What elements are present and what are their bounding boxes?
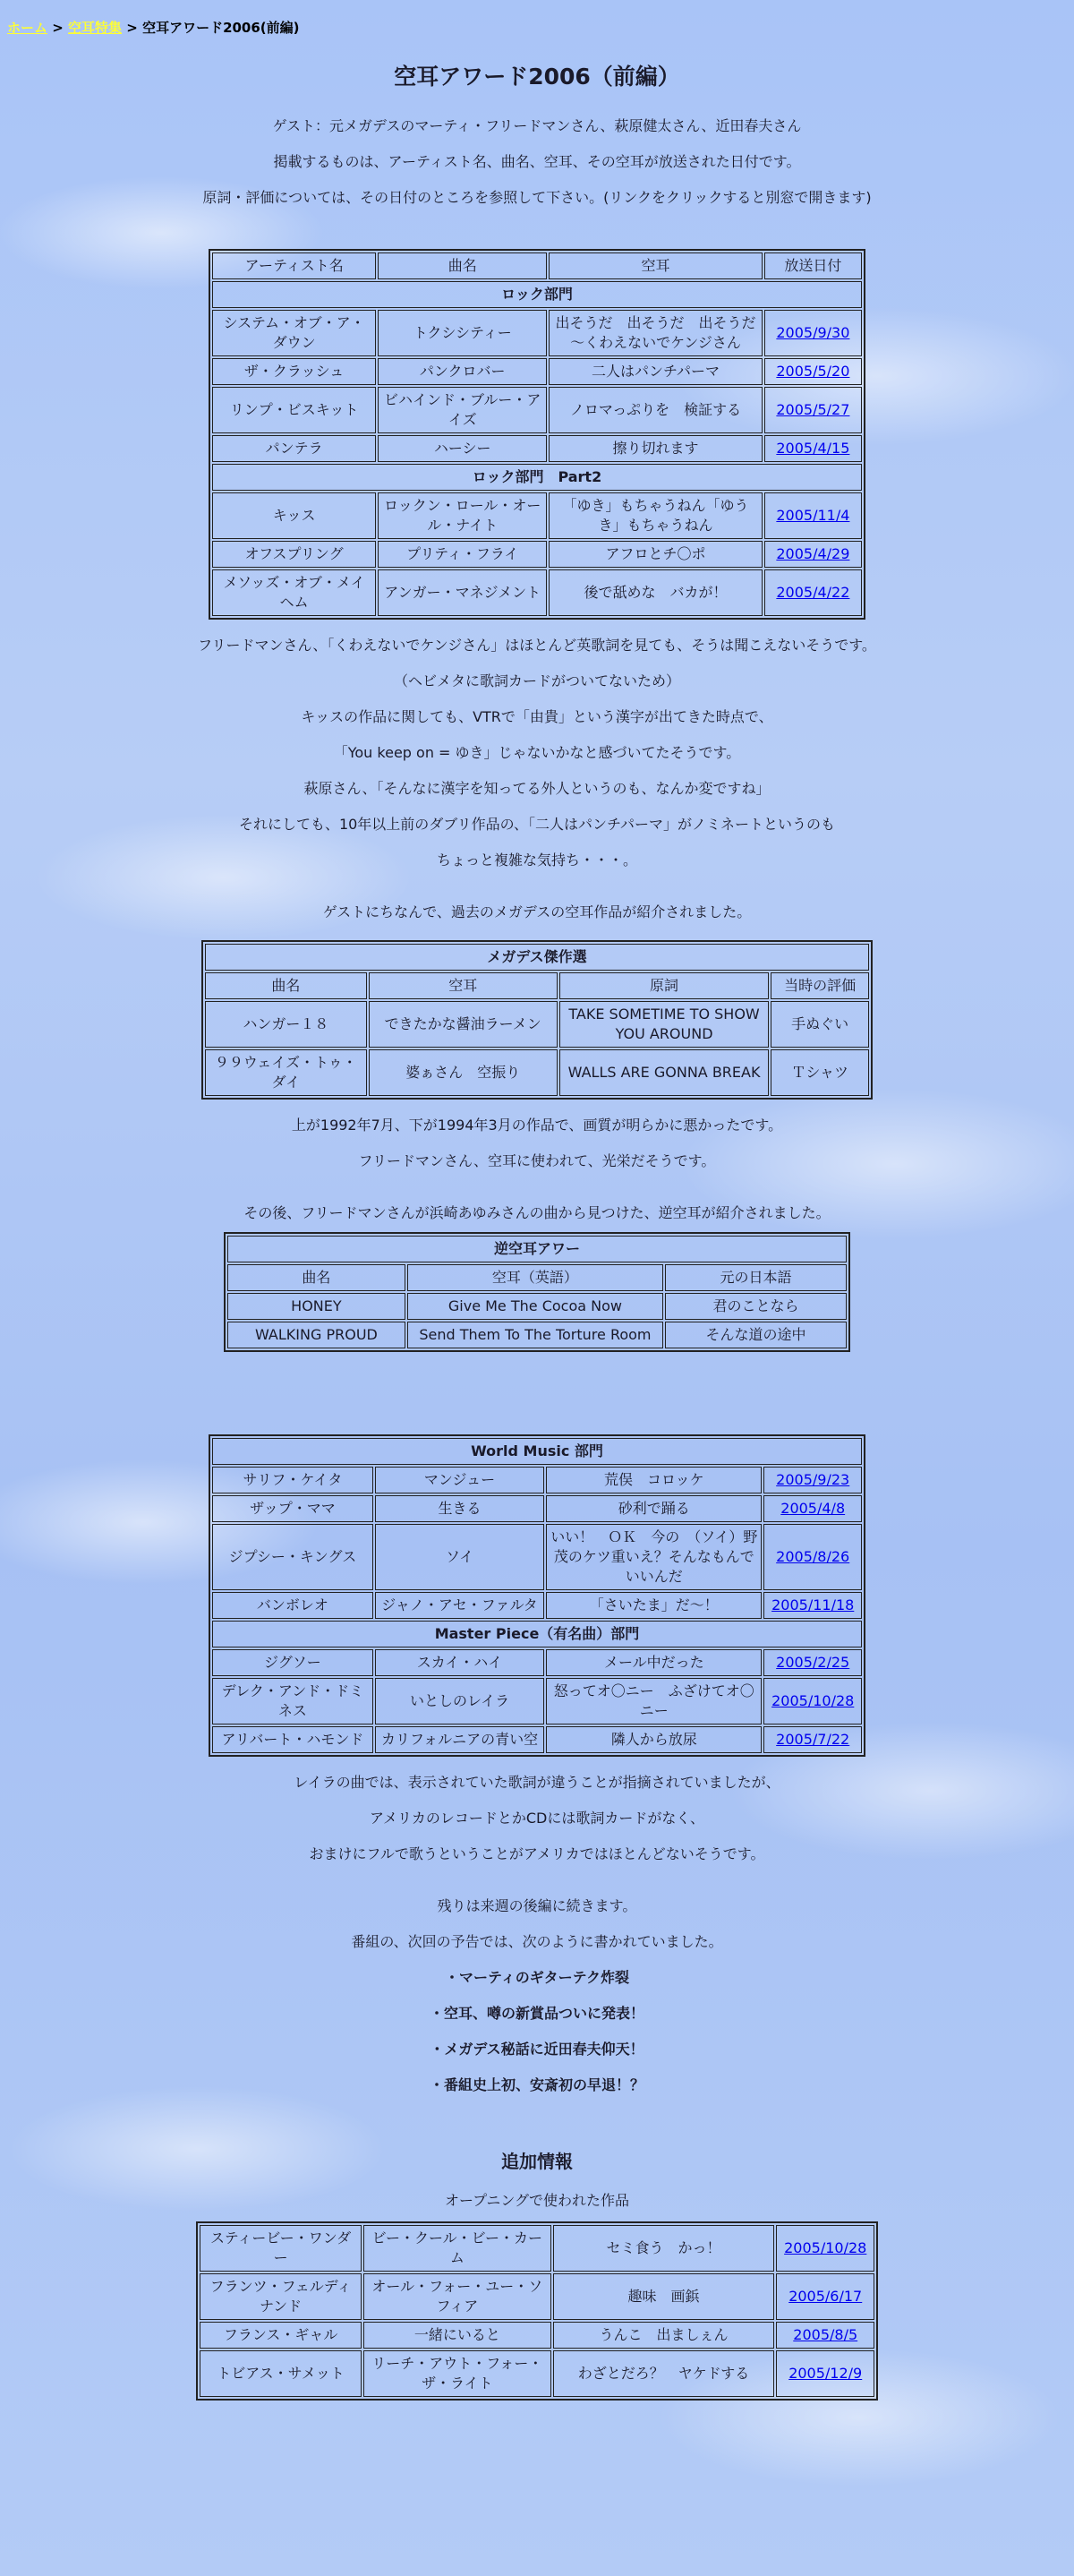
table-cell: オール・フォー・ユー・ソフィア xyxy=(363,2273,550,2320)
table-cell: いい！ ＯＫ 今の （ソイ）野茂のケツ重いえ？そんなもんでいいんだ xyxy=(546,1524,762,1590)
table-cell: HONEY xyxy=(227,1293,405,1320)
table-row xyxy=(212,569,862,616)
table-cell: ザップ・ママ xyxy=(212,1495,373,1522)
table-cell xyxy=(776,2350,874,2397)
column-header: 曲名 xyxy=(205,972,367,999)
comment-line: ちょっと複雑な気持ち・・・。 xyxy=(436,852,637,869)
comment-line: 残りは来週の後編に続きます。 xyxy=(437,1897,637,1914)
table-row xyxy=(212,541,862,568)
table-cell: WALLS ARE GONNA BREAK xyxy=(559,1049,770,1096)
table-cell: 「さいたま」だ～！ xyxy=(546,1592,762,1619)
table-cell: 怒ってオ〇ニー ふざけてオ〇ニー xyxy=(546,1678,762,1724)
table-cell: 「ゆき」もちゃうねん「ゆうき」もちゃうねん xyxy=(549,492,763,539)
broadcast-date-link[interactable]: 2005/12/9 xyxy=(788,2365,863,2382)
table-cell xyxy=(764,435,862,462)
table-cell: 後で舐めな バカが！ xyxy=(549,569,763,616)
table-cell: 二人はパンチパーマ xyxy=(549,358,763,385)
table-cell: キッス xyxy=(212,492,376,539)
table-cell: 擦り切れます xyxy=(549,435,763,462)
table-cell: ジグソー xyxy=(212,1649,373,1676)
section-title: メガデス傑作選 xyxy=(205,944,869,971)
table-cell: カリフォルニアの青い空 xyxy=(375,1726,544,1753)
table-cell: Give Me The Cocoa Now xyxy=(407,1293,663,1320)
comment-line: レイラの曲では、表示されていた歌詞が違うことが指摘されていましたが、 xyxy=(294,1774,780,1791)
table-cell: サリフ・ケイタ xyxy=(212,1467,373,1493)
table-cell: ソイ xyxy=(375,1524,544,1590)
table-row xyxy=(205,1049,869,1096)
section-row xyxy=(212,1621,862,1647)
table-cell: アリバート・ハモンド xyxy=(212,1726,373,1753)
section-title: ロック部門 xyxy=(212,281,862,308)
column-header: 空耳 xyxy=(369,972,558,999)
breadcrumb-section-link[interactable]: 空耳特集 xyxy=(68,20,123,36)
table-cell: システム・オブ・ア・ダウン xyxy=(212,310,376,356)
table-cell xyxy=(763,1592,862,1619)
broadcast-date-link[interactable]: 2005/10/28 xyxy=(771,1692,855,1709)
table-cell: 手ぬぐい xyxy=(771,1001,869,1048)
section-title: World Music 部門 xyxy=(212,1438,862,1465)
extra-subheading: オープニングで使われた作品 xyxy=(444,2192,630,2209)
intro-line: 原詞・評価については、その日付のところを参照して下さい。(リンクをクリックすると別窓で開きます) xyxy=(202,189,872,206)
extra-heading: 追加情報 xyxy=(501,2151,573,2172)
broadcast-date-link[interactable]: 2005/8/5 xyxy=(793,2326,858,2343)
broadcast-date-link[interactable]: 2005/5/27 xyxy=(776,401,850,418)
table-cell: パンクロバー xyxy=(378,358,547,385)
table-cell: ノロマっぷりを 検証する xyxy=(549,387,763,433)
table-row xyxy=(212,1592,862,1619)
table-row xyxy=(200,2350,874,2397)
comment-text xyxy=(0,1898,1074,1950)
table-row xyxy=(212,1678,862,1724)
column-header: アーティスト名 xyxy=(212,252,376,279)
table-cell xyxy=(763,1726,862,1753)
comment-line: 上が1992年7月、下が1994年3月の作品で、画質が明らかに悪かったです。 xyxy=(291,1117,783,1134)
broadcast-date-link[interactable]: 2005/4/22 xyxy=(776,584,850,601)
table-row xyxy=(200,2273,874,2320)
preview-item: ・マーティのギターテク炸裂 xyxy=(445,1969,629,1986)
table-cell: いとしのレイラ xyxy=(375,1678,544,1724)
broadcast-date-link[interactable]: 2005/11/18 xyxy=(771,1596,855,1613)
section-title: 逆空耳アワー xyxy=(227,1236,847,1262)
megadeth-intro-text: ゲストにちなんで、過去のメガデスの空耳作品が紹介されました。 xyxy=(322,903,752,920)
table-cell xyxy=(776,2225,874,2272)
table-cell: パンテラ xyxy=(212,435,376,462)
table-cell: ジャノ・アセ・ファルタ xyxy=(375,1592,544,1619)
table-cell xyxy=(764,492,862,539)
comment-text xyxy=(0,638,1074,869)
broadcast-date-link[interactable]: 2005/4/29 xyxy=(776,545,850,562)
table-cell xyxy=(776,2322,874,2349)
rock-table xyxy=(209,249,865,620)
table-row xyxy=(227,1293,847,1320)
table-cell: できたかな醤油ラーメン xyxy=(369,1001,558,1048)
column-header: 原詞 xyxy=(559,972,770,999)
table-cell: TAKE SOMETIME TO SHOW YOU AROUND xyxy=(559,1001,770,1048)
table-row xyxy=(212,1726,862,1753)
section-row xyxy=(212,1438,862,1465)
reverse-soramimi-table xyxy=(224,1232,850,1352)
megadeth-table xyxy=(201,940,873,1100)
table-cell: オフスプリング xyxy=(212,541,376,568)
page-title: 空耳アワード2006（前編） xyxy=(394,64,680,90)
reverse-soramimi-intro-text: その後、フリードマンさんが浜崎あゆみさんの曲から見つけた、逆空耳が紹介されました。 xyxy=(243,1204,831,1221)
table-cell: リンプ・ビスキット xyxy=(212,387,376,433)
table-cell: 一緒にいると xyxy=(363,2322,550,2349)
table-cell: ロックン・ロール・オール・ナイト xyxy=(378,492,547,539)
table-cell: フランス・ギャル xyxy=(200,2322,362,2349)
table-cell: 荒俣 コロッケ xyxy=(546,1467,762,1493)
preview-item: ・空耳、噂の新賞品ついに発表！ xyxy=(429,2005,644,2022)
breadcrumb-separator: > xyxy=(122,20,143,36)
column-header: 曲名 xyxy=(378,252,547,279)
table-cell: 趣味 画鋲 xyxy=(553,2273,775,2320)
comment-line: 「You keep on = ゆき」じゃないかなと感づいてたそうです。 xyxy=(333,744,741,761)
comment-line: それにしても、10年以上前のダブリ作品の、「二人はパンチパーマ」がノミネートというのも xyxy=(238,816,836,833)
table-cell xyxy=(764,387,862,433)
table-cell: デレク・アンド・ドミネス xyxy=(212,1678,373,1724)
table-cell xyxy=(764,358,862,385)
table-cell: うんこ 出ましぇん xyxy=(553,2322,775,2349)
table-cell: そんな道の途中 xyxy=(665,1322,847,1348)
table-cell: わざとだろ？ ヤケドする xyxy=(553,2350,775,2397)
table-cell: フランツ・フェルディナンド xyxy=(200,2273,362,2320)
table-row xyxy=(212,1495,862,1522)
table-cell: セミ食う かっ！ xyxy=(553,2225,775,2272)
world-music-table xyxy=(209,1434,865,1757)
table-cell xyxy=(764,310,862,356)
table-cell: ビハインド・ブルー・アイズ xyxy=(378,387,547,433)
table-cell xyxy=(763,1467,862,1493)
table-cell: ジプシー・キングス xyxy=(212,1524,373,1590)
table-cell: アフロとチ〇ポ xyxy=(549,541,763,568)
table-cell xyxy=(763,1524,862,1590)
section-title: Master Piece（有名曲）部門 xyxy=(212,1621,862,1647)
broadcast-date-link[interactable]: 2005/4/8 xyxy=(780,1500,846,1517)
table-cell: 婆ぁさん 空振り xyxy=(369,1049,558,1096)
table-row xyxy=(200,2225,874,2272)
column-header: 空耳（英語） xyxy=(407,1264,663,1291)
table-cell: メソッズ・オブ・メイヘム xyxy=(212,569,376,616)
table-row xyxy=(212,492,862,539)
header-row xyxy=(227,1264,847,1291)
intro-text xyxy=(0,118,1074,206)
breadcrumb-separator: > xyxy=(47,20,69,36)
section-row xyxy=(227,1236,847,1262)
header-row xyxy=(212,252,862,279)
preview-item: ・番組史上初、安斎初の早退！？ xyxy=(429,2076,644,2093)
table-cell: スカイ・ハイ xyxy=(375,1649,544,1676)
column-header: 当時の評価 xyxy=(771,972,869,999)
table-row xyxy=(205,1001,869,1048)
broadcast-date-link[interactable]: 2005/2/25 xyxy=(776,1654,850,1671)
table-cell: Ｔシャツ xyxy=(771,1049,869,1096)
broadcast-date-link[interactable]: 2005/10/28 xyxy=(784,2239,867,2256)
broadcast-date-link[interactable]: 2005/8/26 xyxy=(776,1548,850,1565)
table-cell: ザ・クラッシュ xyxy=(212,358,376,385)
column-header: 曲名 xyxy=(227,1264,405,1291)
section-row xyxy=(205,944,869,971)
table-cell: WALKING PROUD xyxy=(227,1322,405,1348)
table-cell: 出そうだ 出そうだ 出そうだ～くわえないでケンジさん xyxy=(549,310,763,356)
table-cell: リーチ・アウト・フォー・ザ・ライト xyxy=(363,2350,550,2397)
comment-line: アメリカのレコードとかCDには歌詞カードがなく、 xyxy=(369,1810,705,1827)
table-row xyxy=(212,435,862,462)
comment-line: フリードマンさん、空耳に使われて、光栄だそうです。 xyxy=(358,1152,716,1169)
table-row xyxy=(212,1524,862,1590)
table-row xyxy=(212,310,862,356)
preview-item: ・メガデス秘話に近田春夫仰天！ xyxy=(430,2041,644,2058)
comment-line: おまけにフルで歌うということがアメリカではほとんどないそうです。 xyxy=(309,1845,765,1862)
table-cell: ９９ウェイズ・トゥ・ダイ xyxy=(205,1049,367,1096)
table-cell: バンボレオ xyxy=(212,1592,373,1619)
table-cell: ハンガー１８ xyxy=(205,1001,367,1048)
broadcast-date-link[interactable]: 2005/7/22 xyxy=(776,1731,850,1748)
table-cell xyxy=(764,569,862,616)
table-cell: マンジュー xyxy=(375,1467,544,1493)
table-cell xyxy=(763,1678,862,1724)
section-row xyxy=(212,281,862,308)
table-cell: ハーシー xyxy=(378,435,547,462)
table-row xyxy=(227,1322,847,1348)
table-cell xyxy=(776,2273,874,2320)
section-row xyxy=(212,464,862,491)
breadcrumb xyxy=(7,18,300,37)
section-title: ロック部門 Part2 xyxy=(212,464,862,491)
table-cell: Send Them To The Torture Room xyxy=(407,1322,663,1348)
opening-table xyxy=(196,2221,878,2401)
column-header: 空耳 xyxy=(549,252,763,279)
table-cell: ビー・クール・ビー・カーム xyxy=(363,2225,550,2272)
header-row xyxy=(205,972,869,999)
table-row xyxy=(212,1467,862,1493)
broadcast-date-link[interactable]: 2005/11/4 xyxy=(776,507,850,524)
table-cell xyxy=(763,1495,862,1522)
comment-line: キッスの作品に関しても、VTRで「由貴」という漢字が出てきた時点で、 xyxy=(301,708,773,725)
table-cell: スティービー・ワンダー xyxy=(200,2225,362,2272)
comment-line: （ヘビメタに歌詞カードがついてないため） xyxy=(393,672,680,689)
table-cell: 君のことなら xyxy=(665,1293,847,1320)
broadcast-date-link[interactable]: 2005/4/15 xyxy=(776,440,850,457)
intro-line: 掲載するものは、アーティスト名、曲名、空耳、その空耳が放送された日付です。 xyxy=(273,153,801,170)
next-preview-list xyxy=(0,1970,1074,2093)
page-content xyxy=(0,59,1074,2401)
table-cell: 生きる xyxy=(375,1495,544,1522)
intro-line: ゲスト：元メガデスのマーティ・フリードマンさん、萩原健太さん、近田春夫さん xyxy=(272,117,802,134)
comment-text xyxy=(0,1775,1074,1862)
table-cell: プリティ・フライ xyxy=(378,541,547,568)
table-row xyxy=(200,2322,874,2349)
broadcast-date-link[interactable]: 2005/9/30 xyxy=(776,324,850,341)
comment-text xyxy=(0,1117,1074,1169)
table-cell: 砂利で踊る xyxy=(546,1495,762,1522)
table-row xyxy=(212,358,862,385)
table-cell: アンガー・マネジメント xyxy=(378,569,547,616)
table-cell: 隣人から放尿 xyxy=(546,1726,762,1753)
table-cell: メール中だった xyxy=(546,1649,762,1676)
table-cell xyxy=(764,541,862,568)
breadcrumb-home-link[interactable]: ホーム xyxy=(7,20,48,36)
breadcrumb-current: 空耳アワード2006(前編) xyxy=(142,20,300,36)
column-header: 元の日本語 xyxy=(665,1264,847,1291)
broadcast-date-link[interactable]: 2005/5/20 xyxy=(776,363,850,380)
broadcast-date-link[interactable]: 2005/9/23 xyxy=(776,1471,850,1488)
comment-line: 萩原さん、「そんなに漢字を知ってる外人というのも、なんか変ですね」 xyxy=(303,780,771,797)
table-row xyxy=(212,1649,862,1676)
comment-line: フリードマンさん、「くわえないでケンジさん」はほとんど英歌詞を見ても、そうは聞こえないそうです。 xyxy=(198,637,876,654)
comment-line: 番組の、次回の予告では、次のように書かれていました。 xyxy=(351,1933,723,1950)
table-cell: トクシシティー xyxy=(378,310,547,356)
column-header: 放送日付 xyxy=(764,252,862,279)
table-cell xyxy=(763,1649,862,1676)
table-row xyxy=(212,387,862,433)
table-cell: トビアス・サメット xyxy=(200,2350,362,2397)
broadcast-date-link[interactable]: 2005/6/17 xyxy=(788,2288,863,2305)
